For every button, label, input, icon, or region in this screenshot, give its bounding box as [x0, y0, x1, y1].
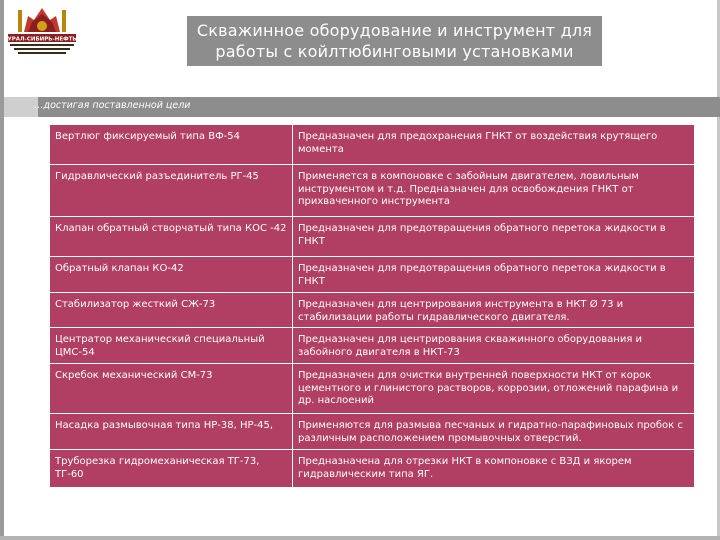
left-frame-line	[0, 0, 4, 540]
equipment-name: Центратор механический специальный ЦМС-54	[50, 328, 293, 364]
equipment-name: Обратный клапан КО-42	[50, 257, 293, 293]
title-line-2: работы с койлтюбинговыми установками	[215, 42, 574, 61]
equipment-description: Предназначен для предотвращения обратного перетока жидкости в ГНКТ	[293, 257, 695, 293]
equipment-description: Предназначен для предохранения ГНКТ от воздействия крутящего момента	[293, 125, 695, 165]
equipment-table	[49, 124, 695, 488]
company-logo	[4, 2, 80, 60]
table-row	[50, 414, 695, 450]
equipment-description: Предназначен для очистки внутренней поверхности НКТ от корок цементного и глинистого растворов, коррозии, отложений парафина и др. наслоений	[293, 364, 695, 414]
table-row	[50, 328, 695, 364]
table-row	[50, 217, 695, 257]
subtitle-text: …достигая поставленной цели	[34, 100, 191, 111]
equipment-name: Скребок механический СМ-73	[50, 364, 293, 414]
bottom-frame-line	[0, 536, 720, 540]
subtitle-bar	[4, 97, 720, 117]
table-row	[50, 450, 695, 488]
table-row	[50, 165, 695, 217]
table-row	[50, 364, 695, 414]
equipment-name: Насадка размывочная типа НР-38, НР-45,	[50, 414, 293, 450]
table-row	[50, 125, 695, 165]
equipment-name: Гидравлический разъединитель РГ-45	[50, 165, 293, 217]
equipment-description: Предназначен для центрирования скважинного оборудования и забойного двигателя в НКТ-73	[293, 328, 695, 364]
equipment-description: Предназначен для предотвращения обратного перетока жидкости в ГНКТ	[293, 217, 695, 257]
slide-title	[187, 16, 602, 66]
equipment-description: Предназначен для центрирования инструмента в НКТ Ø 73 и стабилизации работы гидравлического двигателя.	[293, 293, 695, 328]
logo-text: УРАЛ-СИБИРЬ-НЕФТЬ	[7, 36, 77, 43]
equipment-name: Клапан обратный створчатый типа КОС -42	[50, 217, 293, 257]
title-line-1: Скважинное оборудование и инструмент для	[196, 21, 593, 40]
equipment-name: Вертлюг фиксируемый типа ВФ-54	[50, 125, 293, 165]
subtitle-accent	[4, 97, 38, 117]
equipment-description: Применяется в компоновке с забойным двигателем, ловильным инструментом и т.д. Предназначен для освобождения ГНКТ от прихваченного инструмента	[293, 165, 695, 217]
equipment-name: Труборезка гидромеханическая ТГ-73, ТГ-60	[50, 450, 293, 488]
table-row	[50, 257, 695, 293]
equipment-description: Предназначена для отрезки НКТ в компоновке с ВЗД и якорем гидравлическим типа ЯГ.	[293, 450, 695, 488]
equipment-description: Применяются для размыва песчаных и гидратно-парафиновых пробок с различным расположением промывочных отверстий.	[293, 414, 695, 450]
table-row	[50, 293, 695, 328]
equipment-name: Стабилизатор жесткий СЖ-73	[50, 293, 293, 328]
